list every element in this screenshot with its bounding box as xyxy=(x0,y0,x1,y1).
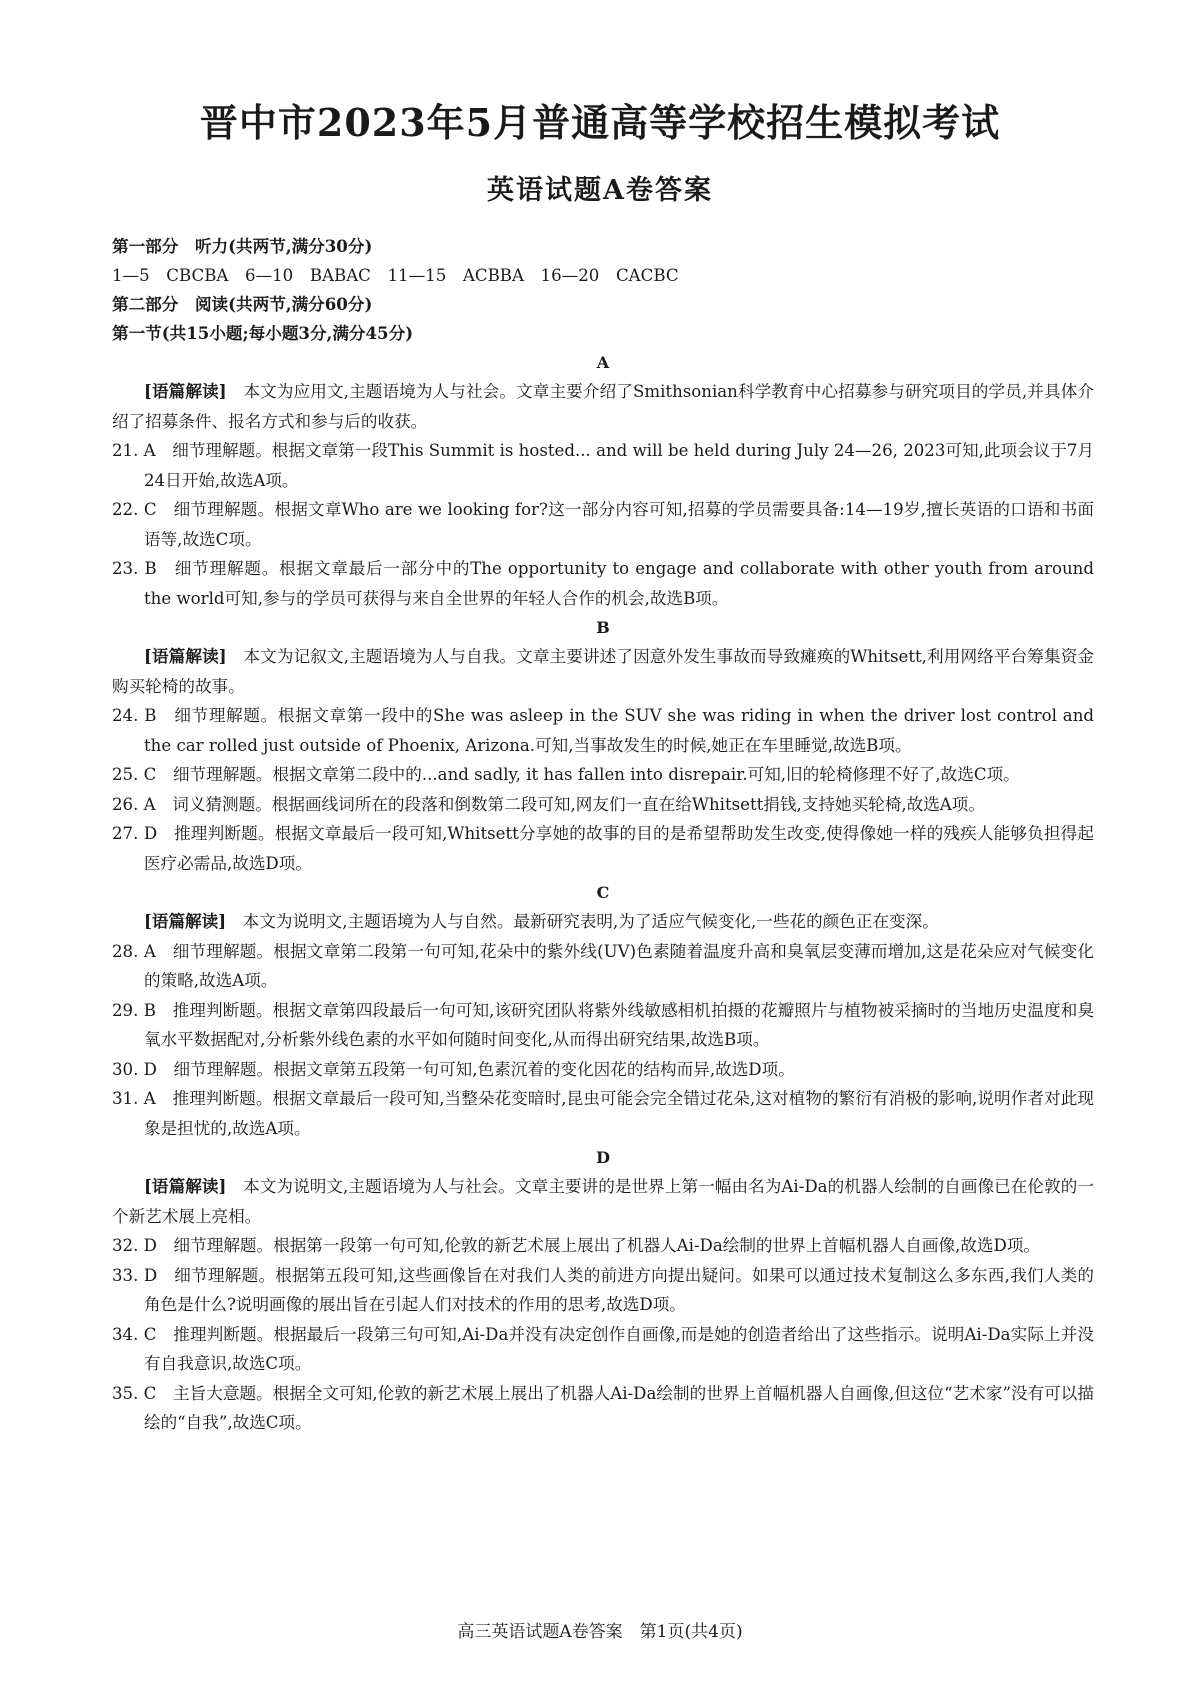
section1-heading: 第一节(共15小题;每小题3分,满分45分) xyxy=(112,323,414,343)
answer-item-33: 33. D 细节理解题。根据第五段可知,这些画像旨在对我们人类的前进方向提出疑问。如果可以通过技术复制这么多东西,我们人类的角色是什么?说明画像的展出旨在引起人们对技术的作用的思考,故选D项。 xyxy=(112,1265,1094,1314)
intro-text: 本文为应用文,主题语境为人与社会。文章主要介绍了Smithsonian科学教育中心招募参与研究项目的学员,并具体介绍了招募条件、报名方式和参与后的收获。 xyxy=(112,382,1094,431)
answer-item-22: 22. C 细节理解题。根据文章Who are we looking for?这一部分内容可知,招募的学员需要具备:14—19岁,擅长英语的口语和书面语等,故选C项。 xyxy=(112,500,1094,549)
answer-item-29: 29. B 推理判断题。根据文章第四段最后一句可知,该研究团队将紫外线敏感相机拍摄的花瓣照片与植物被采摘时的当地历史温度和臭氧水平数据配对,分析紫外线色素的水平如何随时间变化,从而得出研究结果,故选B项。 xyxy=(112,1000,1094,1049)
answer-item-25: 25. C 细节理解题。根据文章第二段中的...and sadly, it has fallen into disrepair.可知,旧的轮椅修理不好了,故选C项。 xyxy=(112,765,1020,784)
intro-text: 本文为说明文,主题语境为人与自然。最新研究表明,为了适应气候变化,一些花的颜色正在变深。 xyxy=(242,912,939,931)
passage-intro-b xyxy=(112,642,1094,701)
answer-item-30: 30. D 细节理解题。根据文章第五段第一句可知,色素沉着的变化因花的结构而异,故选D项。 xyxy=(112,1059,795,1079)
listening-answers: 1—5 CBCBA 6—10 BABAC 11—15 ACBBA 16—20 CACBC xyxy=(112,266,679,285)
document-title: 晋中市2023年5月普通高等学校招生模拟考试 xyxy=(199,100,1001,145)
intro-tag: [语篇解读] xyxy=(144,381,227,401)
intro-text: 本文为记叙文,主题语境为人与自我。文章主要讲述了因意外发生事故而导致瘫痪的Whitsett,利用网络平台筹集资金购买轮椅的故事。 xyxy=(112,647,1095,696)
answer-item-28: 28. A 细节理解题。根据文章第二段第一句可知,花朵中的紫外线(UV)色素随着温度升高和臭氧层变薄而增加,这是花朵应对气候变化的策略,故选A项。 xyxy=(112,941,1094,990)
page-footer: 高三英语试题A卷答案 第1页(共4页) xyxy=(457,1622,743,1642)
answer-item-35: 35. C 主旨大意题。根据全文可知,伦敦的新艺术展上展出了机器人Ai-Da绘制的世界上首幅机器人自画像,但这位“艺术家”没有可以描绘的“自我”,故选C项。 xyxy=(112,1383,1094,1432)
passage-letter-c: C xyxy=(596,883,610,902)
intro-tag: [语篇解读] xyxy=(144,646,227,666)
answer-item-31: 31. A 推理判断题。根据文章最后一段可知,当整朵花变暗时,昆虫可能会完全错过花朵,这对植物的繁衍有消极的影响,说明作者对此现象是担忧的,故选A项。 xyxy=(112,1089,1094,1138)
passage-intro-a xyxy=(112,377,1094,436)
answer-item-21: 21. A 细节理解题。根据文章第一段This Summit is hosted... and will be held during July 24—26, 2023可知,此项会议于7月24日开始,故选A项。 xyxy=(112,441,1095,490)
answer-item-26: 26. A 词义猜测题。根据画线词所在的段落和倒数第二段可知,网友们一直在给Whitsett捐钱,支持她买轮椅,故选A项。 xyxy=(112,794,985,814)
passage-letter-b: B xyxy=(596,618,610,637)
intro-tag: [语篇解读] xyxy=(144,911,227,931)
part2-heading: 第二部分 阅读(共两节,满分60分) xyxy=(112,294,373,314)
intro-text: 本文为说明文,主题语境为人与社会。文章主要讲的是世界上第一幅由名为Ai-Da的机器人绘制的自画像已在伦敦的一个新艺术展上亮相。 xyxy=(112,1177,1094,1226)
document-subtitle: 英语试题A卷答案 xyxy=(487,175,713,206)
answer-content xyxy=(112,232,1094,1438)
passage-letter-d: D xyxy=(596,1148,610,1167)
passage-intro-c xyxy=(112,907,1094,937)
answer-item-24: 24. B 细节理解题。根据文章第一段中的She was asleep in the SUV she was riding in when the driver lost control and the car rolled just outside of Phoenix, Arizona.可知,当事故发生的时候,她正在车里睡觉,故选B项。 xyxy=(112,706,1094,755)
part1-heading: 第一部分 听力(共两节,满分30分) xyxy=(112,236,373,256)
answer-item-27: 27. D 推理判断题。根据文章最后一段可知,Whitsett分享她的故事的目的是希望帮助发生改变,使得像她一样的残疾人能够负担得起医疗必需品,故选D项。 xyxy=(112,824,1094,873)
passage-letter-a: A xyxy=(596,353,610,372)
passage-intro-d xyxy=(112,1172,1094,1231)
answer-item-34: 34. C 推理判断题。根据最后一段第三句可知,Ai-Da并没有决定创作自画像,而是她的创造者给出了这些指示。说明Ai-Da实际上并没有自我意识,故选C项。 xyxy=(112,1324,1094,1373)
answer-item-23: 23. B 细节理解题。根据文章最后一部分中的The opportunity to engage and collaborate with other youth from around the world可知,参与的学员可获得与来自全世界的年轻人合作的机会,故选B项。 xyxy=(112,559,1094,608)
intro-tag: [语篇解读] xyxy=(144,1176,227,1196)
answer-item-32: 32. D 细节理解题。根据第一段第一句可知,伦敦的新艺术展上展出了机器人Ai-Da绘制的世界上首幅机器人自画像,故选D项。 xyxy=(112,1236,1041,1255)
